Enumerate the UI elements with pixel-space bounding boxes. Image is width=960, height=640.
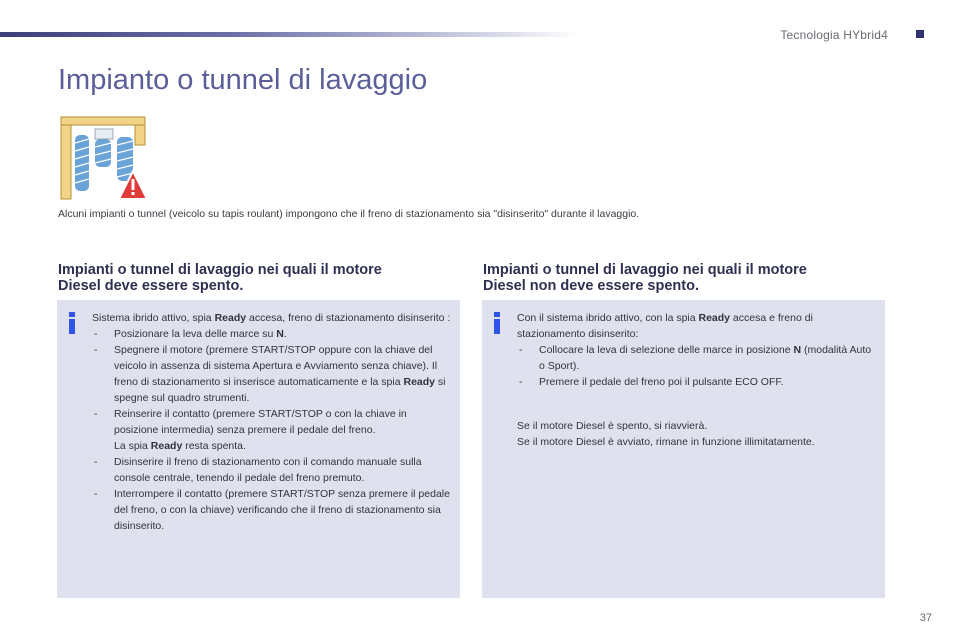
page-title: Impianto o tunnel di lavaggio — [58, 64, 428, 96]
info-icon — [69, 312, 75, 334]
page-number: 37 — [919, 612, 932, 624]
intro-text: Alcuni impianti o tunnel (veicolo su tapis roulant) impongono che il freno di stazionamento sia "disinserito" durante il lavaggio. — [58, 208, 640, 220]
left-info-body — [92, 310, 454, 534]
list-item: - Disinserire il freno di stazionamento con il comando manuale sulla console centrale, tenendo il pedale del freno premuto. — [94, 456, 422, 484]
right-intro: Con il sistema ibrido attivo, con la spia Ready accesa e freno di stazionamento disinserito: — [517, 312, 813, 340]
list-item: - Collocare la leva di selezione delle marce in posizione N (modalità Auto o Sport). — [519, 344, 872, 372]
right-heading-line2: Diesel non deve essere spento. — [483, 278, 699, 294]
left-heading-line2: Diesel deve essere spento. — [58, 278, 244, 294]
header-square-icon — [916, 30, 924, 38]
left-intro: Sistema ibrido attivo, spia Ready accesa, freno di stazionamento disinserito : — [92, 312, 451, 324]
right-info-box — [482, 300, 885, 598]
left-heading — [58, 262, 458, 294]
right-info-body — [517, 310, 879, 450]
section-name: Tecnologia HYbrid4 — [780, 28, 888, 42]
right-heading-line1: Impianti o tunnel di lavaggio nei quali il motore — [483, 262, 807, 278]
list-item: - Reinserire il contatto (premere START/STOP o con la chiave in posizione intermedia) senza premere il pedale del freno. — [94, 408, 407, 436]
info-icon — [494, 312, 500, 334]
list-item: - Interrompere il contatto (premere START/STOP senza premere il pedale del freno, o con la chiave) verificando che il freno di stazionamento sia disinserito. — [94, 488, 450, 532]
list-item: - Premere il pedale del freno poi il pulsante ECO OFF. — [519, 376, 784, 388]
list-item: - Posizionare la leva delle marce su N. — [94, 328, 287, 340]
right-steps — [517, 342, 879, 390]
left-steps — [92, 326, 454, 534]
list-item: La spia Ready resta spenta. — [114, 440, 246, 452]
right-note-1: Se il motore Diesel è spento, si riavvierà. — [517, 420, 708, 432]
left-info-box — [57, 300, 460, 598]
car-wash-warning-icon — [59, 113, 149, 203]
left-heading-line1: Impianti o tunnel di lavaggio nei quali il motore — [58, 262, 382, 278]
list-item: - Spegnere il motore (premere START/STOP oppure con la chiave del veicolo in assenza di sistema Apertura e Avviamento senza chiave). Il freno di stazionamento si inserisce automaticamente e la spia Ready si spegne sul quadro strumenti. — [94, 344, 446, 404]
right-heading — [483, 262, 883, 294]
header-accent-bar — [0, 32, 580, 37]
right-note-2: Se il motore Diesel è avviato, rimane in funzione illimitatamente. — [517, 436, 815, 448]
